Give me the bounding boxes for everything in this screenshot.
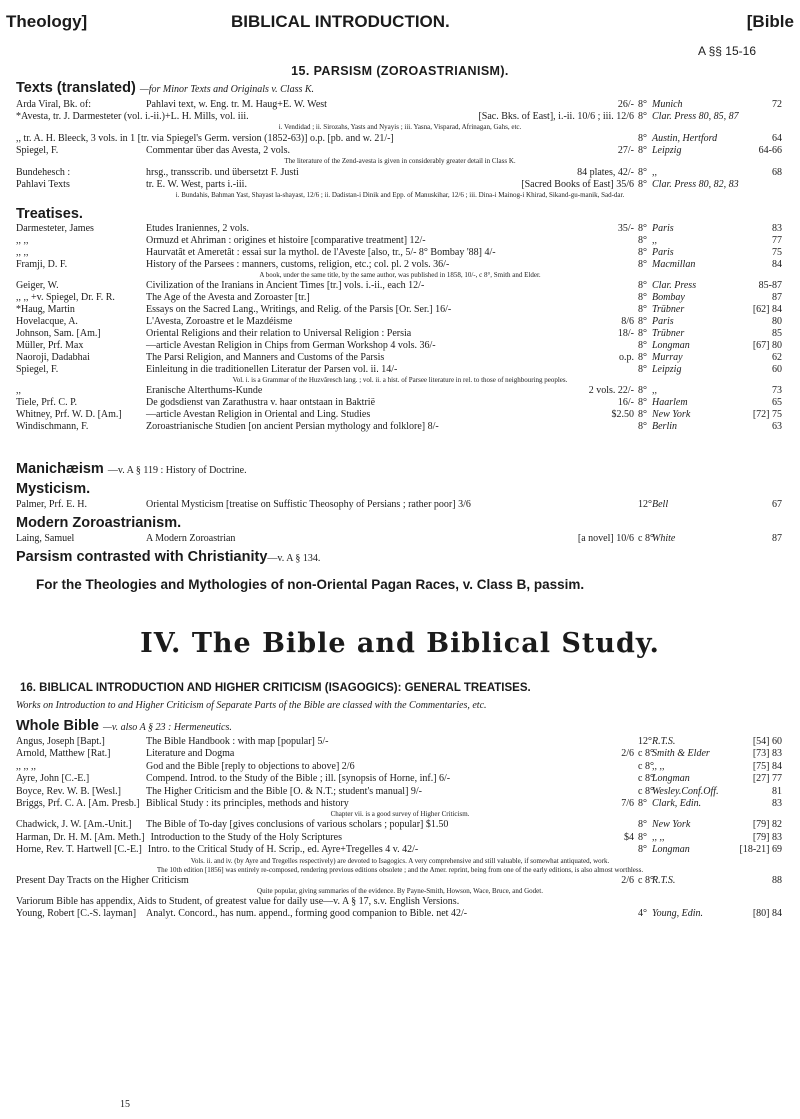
entry-title: God and the Bible [reply to objections to above] 2/6: [146, 760, 355, 772]
part-heading: IV. The Bible and Biblical Study.: [140, 628, 660, 659]
entry-size: 8°: [638, 385, 647, 396]
entry-publisher: ,,: [652, 385, 657, 396]
entry-author: ,, ,, +v. Spiegel, Dr. F. R.: [16, 292, 115, 303]
entry-publisher: Munich: [652, 99, 683, 110]
entry-year: 73: [772, 385, 782, 396]
catalogue-entry: [16, 819, 782, 831]
entry-author: Harman, Dr. H. M. [Am. Meth.]: [16, 831, 145, 843]
entry-title: hrsg., transscrib. und übersetzt F. Justi: [146, 167, 299, 178]
catalogue-entry: [16, 111, 782, 123]
entry-publisher: Clar. Press: [652, 280, 697, 291]
entry-author: Briggs, Prf. C. A. [Am. Presb.]: [16, 798, 140, 809]
entry-price: [Sac. Bks. of East], i.-ii. 10/6 ; iii. 12/6: [478, 111, 634, 122]
entry-title: —article Avestan Religion in Chips from German Workshop 4 vols. 36/-: [146, 340, 436, 351]
entry-author: Chadwick, J. W. [Am.-Unit.]: [16, 819, 132, 831]
mysticism-heading: Mysticism.: [16, 481, 91, 497]
entry-year: 88: [772, 874, 782, 886]
catalogue-entry: [16, 499, 782, 511]
entry-title: —article Avestan Religion in Oriental and Ling. Studies: [146, 409, 371, 420]
section-numbers: A §§ 15-16: [697, 44, 756, 58]
entry-size: 8°: [638, 316, 647, 327]
entry-size: c 8°: [638, 874, 654, 886]
entry-size: 8°: [638, 247, 647, 258]
entry-note: Quite popular, giving summaries of the evidence. By Payne-Smith, Howson, Wace, Bruce, and Godet.: [257, 887, 543, 895]
entry-size: 8°: [638, 409, 647, 420]
entry-publisher: Clark, Edin.: [652, 798, 702, 809]
entry-price: 7/6: [621, 798, 634, 809]
entry-publisher: ,, ,,: [652, 760, 665, 772]
entry-year: 77: [772, 235, 782, 246]
entry-author: Ayre, John [C.-E.]: [16, 773, 90, 785]
catalogue-entry: [16, 328, 782, 340]
entry-title: The Bible Handbook : with map [popular] 5/-: [146, 736, 329, 747]
catalogue-entry: [16, 397, 782, 409]
manichaeism-heading: Manichæism —v. A § 119 : History of Doctrine.: [16, 461, 247, 477]
entry-year: [79] 83: [752, 831, 782, 843]
entry-size: 8°: [638, 179, 647, 190]
entry-title: L'Avesta, Zoroastre et le Mazdéisme: [146, 316, 293, 327]
entry-year: 87: [772, 533, 782, 544]
entry-author: Windischmann, F.: [16, 421, 89, 432]
entry-author: ,, ,, ,,: [16, 760, 36, 772]
entry-title: De godsdienst van Zarathustra v. haar ontstaan in Baktrië: [146, 397, 376, 408]
entry-author: Angus, Joseph [Bapt.]: [16, 736, 105, 747]
entry-author: Framji, D. F.: [16, 259, 68, 270]
entry-publisher: R.T.S.: [652, 736, 676, 747]
entry-price: 2 vols. 22/-: [588, 385, 634, 396]
entry-author: Palmer, Prf. E. H.: [16, 499, 87, 510]
entry-size: 8°: [638, 340, 647, 351]
entry-size: 8°: [638, 397, 647, 408]
entry-publisher: Longman: [652, 844, 690, 856]
entry-year: 68: [772, 167, 782, 178]
catalogue-entry: [16, 145, 782, 157]
entry-note: Vol. i. is a Grammar of the Huzvâresch lang. ; vol. ii. a hist. of Parsee literature in rel. to those of neighbouring peoples.: [232, 376, 568, 384]
entry-author: Horne, Rev. T. Hartwell [C.-E.]: [16, 844, 142, 856]
entry-year: [79] 82: [752, 819, 782, 831]
contrast-heading: Parsism contrasted with Christianity—v. A § 134.: [16, 549, 321, 565]
catalogue-entry: [16, 832, 782, 844]
entry-publisher: Trübner: [652, 328, 685, 339]
running-head: [6, 12, 794, 36]
entry-note: i. Vendidad ; ii. Sirozahs, Yasts and Nyayis ; iii. Yasna, Visparad, Afrinagan, Gahs, etc.: [278, 123, 522, 131]
catalogue-entry: [16, 316, 782, 328]
entry-size: 12°: [638, 499, 652, 510]
entry-year: [18-21] 69: [739, 844, 782, 856]
entry-title: Eranische Alterthums-Kunde: [146, 385, 263, 396]
entry-author: Naoroji, Dadabhai: [16, 352, 90, 363]
entry-text: Variorum Bible has appendix, Aids to Student, of greatest value for daily use—v. A § 17, s.v. English Versions.: [16, 896, 460, 907]
entry-title: Zoroastrianische Studien [on ancient Persian mythology and folklore] 8/-: [146, 421, 439, 432]
entry-publisher: Longman: [652, 340, 690, 351]
entry-title: Etudes Iraniennes, 2 vols.: [146, 223, 250, 234]
catalogue-entry: [16, 259, 782, 271]
entry-publisher: New York: [652, 409, 691, 420]
entry-author: Darmesteter, James: [16, 223, 94, 234]
entry-year: [80] 84: [752, 908, 782, 920]
entry-publisher: Austin, Hertford: [652, 133, 718, 144]
entry-publisher: ,,: [652, 167, 657, 178]
entry-note: Vols. ii. and iv. (by Ayre and Tregelles respectively) are devoted to Isagogics. A very comprehensive and still valuable, if somewhat antiquated, work.: [190, 856, 610, 865]
entry-author: Arnold, Matthew [Rat.]: [16, 748, 111, 760]
catalogue-entry: [16, 421, 782, 433]
entry-title: Commentar über das Avesta, 2 vols.: [146, 145, 290, 156]
entry-size: 8°: [638, 145, 647, 156]
entry-year: 81: [772, 785, 782, 797]
entry-author: ,,: [16, 385, 21, 396]
entry-publisher: Leipzig: [652, 145, 682, 156]
entry-author: ,, ,,: [16, 235, 29, 246]
entry-publisher: Paris: [652, 316, 674, 327]
entry-publisher: New York: [652, 819, 691, 831]
entry-author: Present Day Tracts on the Higher Criticism: [16, 874, 189, 886]
entry-title: Intro. to the Critical Study of H. Scrip., ed. Ayre+Tregelles 4 v. 42/-: [147, 844, 419, 856]
entry-title: A Modern Zoroastrian: [146, 533, 236, 544]
entry-size: c 8°: [638, 785, 654, 797]
catalogue-entry: [16, 761, 782, 773]
catalogue-entry: [16, 99, 782, 111]
entry-note: i. Bundahis, Bahman Yast, Shayast la-shayast, 12/6 ; ii. Dadistan-i Dinik and Epp. of Manuskihar, 12/6 ; iii. Dina-i Mainog-i Khirad, Sikand-gu-manik, Sad-dar.: [175, 191, 625, 199]
entry-price: 35/-: [617, 223, 634, 234]
entry-author: Boyce, Rev. W. B. [Wesl.]: [16, 785, 121, 797]
entry-title: The Parsi Religion, and Manners and Customs of the Parsis: [146, 352, 385, 363]
entry-author: Whitney, Prf. W. D. [Am.]: [16, 409, 122, 420]
entry-publisher: Wesley.Conf.Off.: [652, 785, 719, 797]
entry-size: 8°: [638, 421, 647, 432]
entry-title: Civilization of the Iranians in Ancient Times [tr.] vols. i.-ii., each 12/-: [146, 280, 425, 291]
entry-author: Spiegel, F.: [16, 364, 59, 375]
entry-author: Hovelacque, A.: [16, 316, 78, 327]
entry-size: 8°: [638, 844, 647, 856]
entry-year: 84: [772, 259, 782, 270]
theologies-line: For the Theologies and Mythologies of non-Oriental Pagan Races, v. Class B, passim.: [36, 577, 585, 592]
entry-size: 8°: [638, 280, 647, 291]
entry-price: 27/-: [617, 145, 634, 156]
catalogue-entry: [16, 798, 782, 810]
entry-title: Literature and Dogma: [146, 748, 235, 760]
entry-publisher: Murray: [652, 352, 683, 363]
entry-author: Bundehesch :: [16, 167, 71, 178]
entry-size: 8°: [638, 352, 647, 363]
entry-publisher: Paris: [652, 247, 674, 258]
texts-heading: Texts (translated) —for Minor Texts and Originals v. Class K.: [16, 80, 315, 96]
running-head-left: Theology]: [6, 12, 88, 31]
entry-title: Ormuzd et Ahriman : origines et histoire [comparative treatment] 12/-: [146, 235, 426, 246]
entry-year: [72] 75: [752, 409, 782, 420]
entry-price: o.p.: [619, 352, 634, 363]
entry-year: [73] 83: [752, 748, 782, 760]
entry-year: [75] 84: [752, 760, 782, 772]
entry-year: 65: [772, 397, 782, 408]
catalogue-entry: [16, 304, 782, 316]
catalogue-entry: [16, 167, 782, 179]
entry-year: 63: [772, 421, 782, 432]
entry-publisher: Macmillan: [652, 259, 696, 270]
entry-year: 72: [772, 99, 782, 110]
catalogue-entry: [16, 179, 782, 191]
entry-author: Johnson, Sam. [Am.]: [16, 328, 101, 339]
entry-publisher: Bombay: [652, 292, 685, 303]
entry-author: ,, ,,: [16, 247, 29, 258]
running-head-right: [Bible: [746, 12, 794, 31]
entry-price: 2/6: [621, 874, 634, 886]
section-16-heading: 16. BIBLICAL INTRODUCTION AND HIGHER CRITICISM (ISAGOGICS): GENERAL TREATISES.: [20, 682, 531, 694]
entry-note: A book, under the same title, by the same author, was published in 1858, 10/-, c 8°, Smith and Elder.: [259, 271, 541, 279]
entry-title: The Higher Criticism and the Bible [O. & N.T.; student's manual] 9/-: [146, 785, 423, 797]
entry-title: Oriental Religions and their relation to Universal Religion : Persia: [146, 328, 412, 339]
catalogue-entry: [16, 786, 782, 798]
entry-title: Haurvatât et Ameretât : essai sur la mythol. de l'Aveste [also, tr., 5/- 8° Bombay '88] 4/-: [146, 247, 496, 258]
section-16-subheading: Works on Introduction to and Higher Criticism of Separate Parts of the Bible are classed with the Commentaries, etc.: [16, 700, 487, 711]
entry-size: 8°: [638, 133, 647, 144]
entry-size: 8°: [638, 831, 647, 843]
entry-publisher: Smith & Elder: [652, 748, 710, 760]
entry-price: [Sacred Books of East] 35/6: [521, 179, 634, 190]
entry-year: 85: [772, 328, 782, 339]
entry-publisher: R.T.S.: [652, 874, 676, 886]
catalogue-entry: [16, 908, 782, 920]
entry-author: ,, tr. A. H. Bleeck, 3 vols. in 1 [tr. via Spiegel's Germ. version (1852-63)] o.p. [pb. and w. 21/-]: [16, 133, 394, 144]
entry-note: The 10th edition [1856] was entirely re-composed, rendering previous editions obsolete ; and the Amer. reprint, being from one of the early editions, is also almost worthless.: [156, 865, 644, 874]
entry-size: c 8°: [638, 773, 654, 785]
catalogue-entry: [16, 385, 782, 397]
entry-title: Introduction to the Study of the Holy Scriptures: [150, 831, 342, 843]
catalogue-entry: [16, 409, 782, 421]
entry-year: [27] 77: [752, 773, 782, 785]
catalogue-entry: [16, 280, 782, 292]
entry-title: Pahlavi text, w. Eng. tr. M. Haug+E. W. West: [146, 99, 327, 110]
entry-size: 8°: [638, 292, 647, 303]
entry-size: c 8°: [638, 760, 654, 772]
entry-publisher: Young, Edin.: [652, 908, 704, 920]
entry-size: 8°: [638, 819, 647, 831]
entry-author: Pahlavi Texts: [16, 179, 70, 190]
entry-author: Young, Robert [C.-S. layman]: [16, 908, 137, 920]
entry-size: 8°: [638, 235, 647, 246]
entry-publisher: ,, ,,: [652, 831, 665, 843]
entry-size: c 8°: [638, 748, 654, 760]
catalogue-entry: [16, 736, 782, 748]
entry-title: The Age of the Avesta and Zoroaster [tr.]: [146, 292, 310, 303]
catalogue-entry: [16, 247, 782, 259]
entry-title: Einleitung in die traditionellen Literatur der Parsen vol. ii. 14/-: [146, 364, 398, 375]
entry-year: 60: [772, 364, 782, 375]
catalogue-entry: [16, 223, 782, 235]
entry-year: [54] 60: [752, 736, 782, 747]
entry-size: 8°: [638, 99, 647, 110]
entry-price: 16/-: [617, 397, 634, 408]
entry-year: 83: [772, 223, 782, 234]
entry-year: 83: [772, 798, 782, 809]
entry-price: [a novel] 10/6: [577, 533, 634, 544]
entry-note: Chapter vii. is a good survey of Higher Criticism.: [330, 810, 470, 819]
entry-title: The Bible of To-day [gives conclusions of various scholars ; popular] $1.50: [146, 819, 449, 831]
entry-size: 8°: [638, 259, 647, 270]
catalogue-entry: [16, 235, 782, 247]
modern-heading: Modern Zoroastrianism.: [16, 515, 182, 531]
entry-year: 85-87: [758, 280, 782, 291]
entry-year: 64: [772, 133, 782, 144]
entry-price: 2/6: [621, 748, 634, 760]
entry-year: 67: [772, 499, 782, 510]
catalogue-entry: [16, 352, 782, 364]
catalogue-entry: [16, 340, 782, 352]
catalogue-entry: [16, 773, 782, 785]
entry-title: tr. E. W. West, parts i.-iii.: [146, 179, 247, 190]
entry-publisher: ,,: [652, 235, 657, 246]
entry-year: 64-66: [758, 145, 782, 156]
entry-size: 8°: [638, 798, 647, 809]
catalogue-entry: [16, 533, 782, 545]
entry-publisher: Longman: [652, 773, 690, 785]
entry-year: [67] 80: [752, 340, 782, 351]
entry-price: $4: [624, 831, 634, 843]
entry-price: 18/-: [617, 328, 634, 339]
treatises-heading: Treatises.: [16, 206, 83, 222]
entry-publisher: Leipzig: [652, 364, 682, 375]
catalogue-entry: [16, 364, 782, 376]
entry-year: [62] 84: [752, 304, 782, 315]
entry-price: 8/6: [621, 316, 634, 327]
entry-publisher: Clar. Press 80, 82, 83: [652, 179, 739, 190]
entry-title: Analyt. Concord., has num. append., forming good companion to Bible. net 42/-: [146, 908, 468, 920]
catalogue-entry: [16, 875, 782, 887]
entry-title: Essays on the Sacred Lang., Writings, and Relig. of the Parsis [Or. Ser.] 16/-: [146, 304, 452, 315]
entry-publisher: Trübner: [652, 304, 685, 315]
entry-publisher: Berlin: [652, 421, 677, 432]
entry-title: Compend. Introd. to the Study of the Bible ; ill. [synopsis of Horne, inf.] 6/-: [146, 773, 451, 785]
entry-publisher: Clar. Press 80, 85, 87: [652, 111, 739, 122]
entry-size: 4°: [638, 908, 647, 920]
entry-title: History of the Parsees : manners, customs, religion, etc.; col. pl. 2 vols. 36/-: [146, 259, 450, 270]
entry-year: 80: [772, 316, 782, 327]
entry-author: *Haug, Martin: [16, 304, 75, 315]
whole-bible-heading: Whole Bible —v. also A § 23 : Hermeneutics.: [16, 718, 232, 734]
entry-author: Müller, Prf. Max: [16, 340, 84, 351]
entry-publisher: Bell: [652, 499, 669, 510]
entry-year: 75: [772, 247, 782, 258]
entry-note: The literature of the Zend-avesta is given in considerably greater detail in Class K.: [284, 157, 516, 165]
catalogue-entry: [16, 292, 782, 304]
catalogue-entry: [16, 844, 782, 856]
entry-size: 8°: [638, 167, 647, 178]
entry-size: 8°: [638, 111, 647, 122]
entry-price: $2.50: [611, 409, 634, 420]
running-head-center: BIBLICAL INTRODUCTION.: [231, 12, 450, 31]
section-15-heading: 15. PARSISM (ZOROASTRIANISM).: [291, 64, 509, 78]
catalogue-entry: [16, 748, 782, 760]
entry-year: 62: [772, 352, 782, 363]
entry-author: *Avesta, tr. J. Darmesteter (vol. i.-ii.)+L. H. Mills, vol. iii.: [16, 111, 249, 122]
entry-title: Biblical Study : its principles, methods and history: [146, 798, 349, 809]
entry-author: Geiger, W.: [16, 280, 59, 291]
entry-author: Arda Viral, Bk. of:: [16, 99, 92, 110]
entry-publisher: Haarlem: [652, 397, 688, 408]
entry-author: Laing, Samuel: [16, 533, 75, 544]
entry-price: 26/-: [617, 99, 634, 110]
folio: 15: [120, 1099, 130, 1110]
entry-year: 87: [772, 292, 782, 303]
entry-size: 12°: [638, 736, 652, 747]
entry-size: c 8°: [638, 533, 654, 544]
entry-title: Oriental Mysticism [treatise on Suffistic Theosophy of Persians ; rather poor] 3/6: [146, 499, 471, 510]
entry-size: 8°: [638, 364, 647, 375]
entry-author: Tiele, Prf. C. P.: [16, 397, 78, 408]
entry-publisher: White: [652, 533, 676, 544]
catalogue-entry: [16, 133, 782, 145]
entry-publisher: Paris: [652, 223, 674, 234]
entry-size: 8°: [638, 223, 647, 234]
entry-author: Spiegel, F.: [16, 145, 59, 156]
entry-price: 84 plates, 42/-: [577, 167, 634, 178]
entry-size: 8°: [638, 328, 647, 339]
entry-size: 8°: [638, 304, 647, 315]
